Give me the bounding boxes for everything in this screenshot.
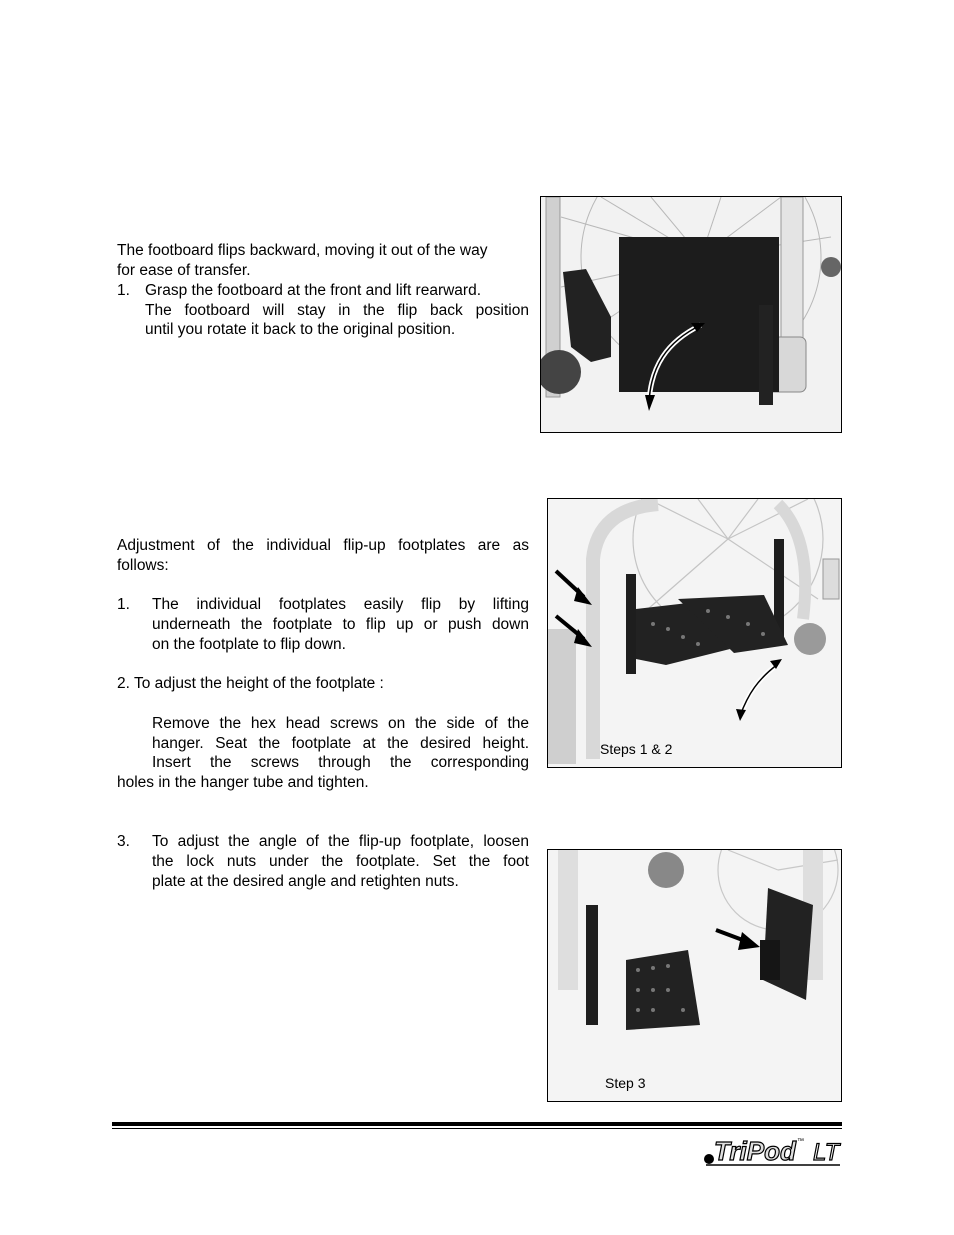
section2-intro-line2: follows: — [117, 557, 169, 574]
section1-intro-line1: The footboard flips backward, moving it out of the way — [117, 242, 488, 259]
logo-suffix: LT — [813, 1139, 840, 1166]
section2-step1-line2: underneath the footplate to flip up or push down — [152, 616, 529, 633]
logo-text: TriPod — [714, 1136, 796, 1166]
tripod-lt-logo — [700, 1133, 842, 1167]
section2-step2-heading: 2. To adjust the height of the footplate : — [117, 675, 384, 692]
step-3-caption: Step 3 — [605, 1075, 646, 1091]
section2-step3-line3: plate at the desired angle and retighten nuts. — [152, 873, 459, 890]
section2-step3-number: 3. — [117, 833, 130, 850]
section2-step3-line2: the lock nuts under the footplate. Set the foot — [152, 853, 529, 870]
footer-rule-thick — [112, 1122, 842, 1126]
footer-rule-thin — [112, 1128, 842, 1129]
footplate-angle-photo — [547, 849, 842, 1102]
section2-step1-number: 1. — [117, 596, 130, 613]
logo-trademark: ™ — [797, 1138, 804, 1145]
section1-step1-number: 1. — [117, 282, 130, 299]
section2-step2-line2: hanger. Seat the footplate at the desired height. — [152, 735, 529, 752]
section2-step2-line4: holes in the hanger tube and tighten. — [117, 774, 369, 791]
steps-1-2-caption: Steps 1 & 2 — [600, 741, 673, 757]
flip-up-footplates-photo — [547, 498, 842, 768]
section1-step1-line1: Grasp the footboard at the front and lift rearward. — [145, 282, 482, 299]
section2-step3-line1: To adjust the angle of the flip-up footplate, loosen — [152, 833, 529, 850]
section1-step1-line2: The footboard will stay in the flip back position — [145, 302, 529, 319]
section2-step2-line1: Remove the hex head screws on the side of the — [152, 715, 529, 732]
section1-step1-line3: until you rotate it back to the original position. — [145, 321, 456, 338]
section2-step1-line3: on the footplate to flip down. — [152, 636, 346, 653]
section1-intro-line2: for ease of transfer. — [117, 262, 251, 279]
section2-step1-line1: The individual footplates easily flip by lifting — [152, 596, 529, 613]
footboard-photo — [540, 196, 842, 433]
section2-intro-line1: Adjustment of the individual flip-up footplates are as — [117, 537, 529, 554]
section2-step2-line3: Insert the screws through the corresponding — [152, 754, 529, 771]
